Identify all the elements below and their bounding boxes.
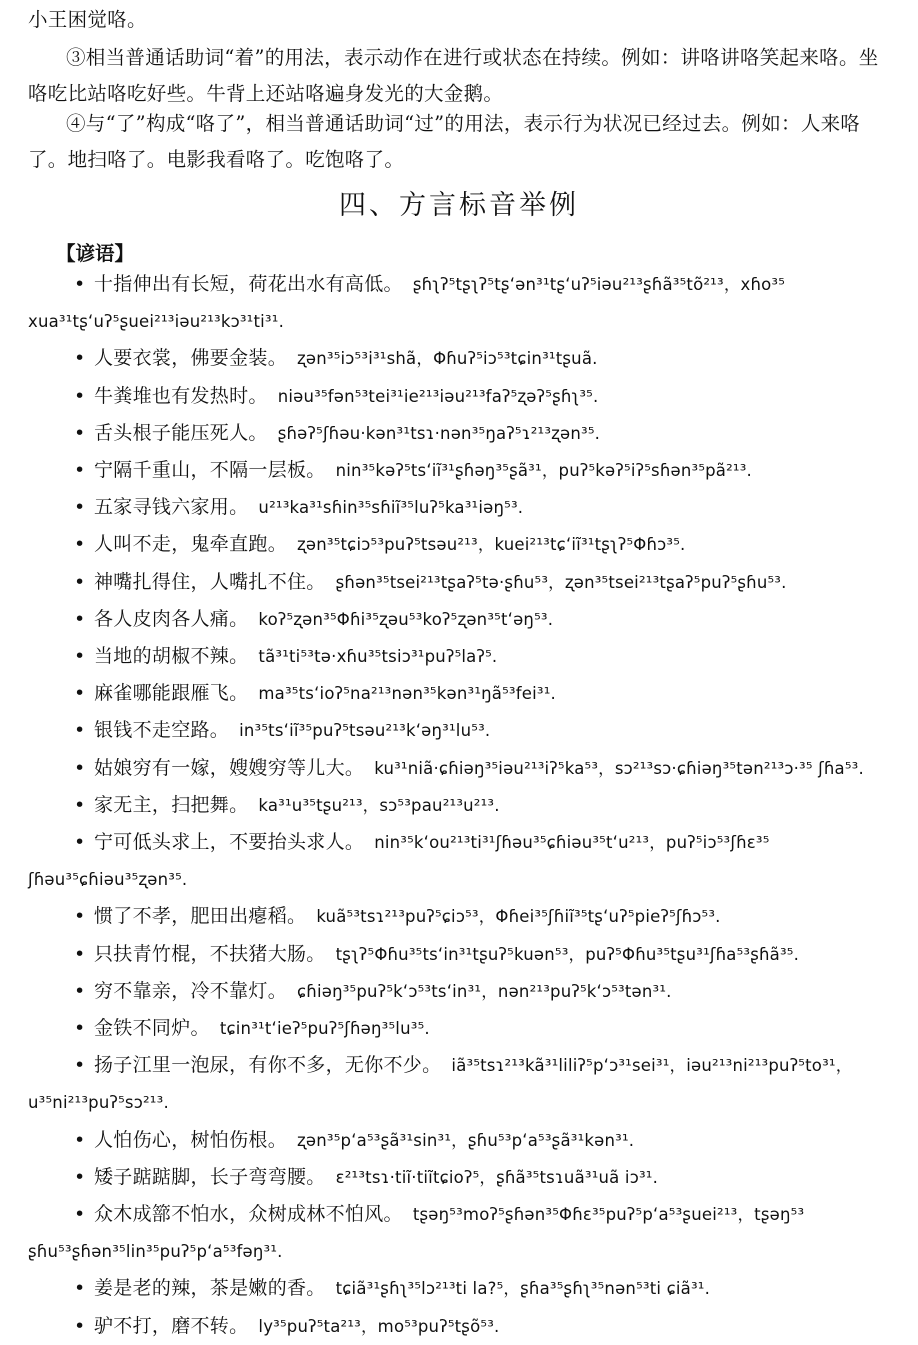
bullet-icon: • xyxy=(74,459,86,482)
bullet-icon: • xyxy=(74,1165,86,1188)
bullet-icon: • xyxy=(74,1054,86,1077)
proverb-entry xyxy=(28,1159,890,1196)
proverb-text: 众木成篰不怕水，众树成林不怕风。 xyxy=(94,1203,403,1226)
proverb-entry xyxy=(28,1010,890,1047)
proverb-entry xyxy=(28,750,890,787)
bullet-icon: • xyxy=(74,1277,86,1300)
intro-paragraph-4: ④与“了”构成“咯了”，相当普通话助词“过”的用法，表示行为状况已经过去。例如：人来咯了。地扫咯了。电影我看咯了。吃饱咯了。 xyxy=(28,112,861,171)
proverb-entry xyxy=(28,266,890,340)
intro-line: 小王困觉咯。 xyxy=(28,8,147,31)
proverb-entry xyxy=(28,898,890,935)
bullet-icon: • xyxy=(74,496,86,519)
proverb-entry xyxy=(28,564,890,601)
phonetic-transcription: tã³¹ti⁵³tə·xɦu³⁵tsiɔ³¹puʔ⁵laʔ⁵. xyxy=(258,647,498,667)
bullet-icon: • xyxy=(74,347,86,370)
proverb-entry xyxy=(28,340,890,377)
phonetic-transcription: ku³¹niã·ɕɦiəŋ³⁵iəu²¹³iʔ⁵ka⁵³，sɔ²¹³sɔ·ɕɦiəŋ³⁵tən²¹³ɔ·³⁵ ʃɦa⁵³. xyxy=(374,758,864,778)
proverb-entry xyxy=(28,1047,890,1121)
proverb-text: 家无主，扫把舞。 xyxy=(94,793,249,816)
proverb-text: 驴不打，磨不转。 xyxy=(94,1314,249,1337)
phonetic-transcription: ɛ²¹³tsɿ·tiĩ·tiĩtɕioʔ⁵，ʂɦã³⁵tsɿuã³¹uã iɔ³¹. xyxy=(335,1167,659,1187)
phonetic-transcription: niəu³⁵fən⁵³tei³¹ie²¹³iəu²¹³faʔ⁵ʐəʔ⁵ʂɦʅ³⁵. xyxy=(277,386,599,406)
proverb-text: 各人皮肉各人痛。 xyxy=(94,607,249,630)
proverb-entry xyxy=(28,936,890,973)
proverb-text: 银钱不走空路。 xyxy=(94,719,230,742)
proverb-text: 姜是老的辣，茶是嫩的香。 xyxy=(94,1277,326,1300)
proverb-text: 人怕伤心，树怕伤根。 xyxy=(94,1128,288,1151)
phonetic-transcription: in³⁵tsʻiĩ³⁵puʔ⁵tsəu²¹³kʻəŋ³¹lu⁵³. xyxy=(239,721,491,741)
bullet-icon: • xyxy=(74,831,86,854)
phonetic-transcription: ma³⁵tsʻioʔ⁵na²¹³nən³⁵kən³¹ŋã⁵³fei³¹. xyxy=(258,684,556,704)
proverb-entry xyxy=(28,452,890,489)
proverb-entry xyxy=(28,526,890,563)
proverb-text: 牛粪堆也有发热时。 xyxy=(94,384,268,407)
phonetic-transcription: kuã⁵³tsɿ²¹³puʔ⁵ɕiɔ⁵³，Φɦei³⁵ʃɦiĩ³⁵tʂʻuʔ⁵pieʔ⁵ʃɦɔ⁵³. xyxy=(316,907,721,927)
proverb-text: 惯了不孝，肥田出瘪稻。 xyxy=(94,905,307,928)
proverb-text: 十指伸出有长短，荷花出水有高低。 xyxy=(94,273,403,295)
proverb-entry xyxy=(28,1308,890,1345)
proverb-entry xyxy=(28,415,890,452)
bullet-icon: • xyxy=(74,719,86,742)
bullet-icon: • xyxy=(74,1203,86,1226)
proverb-text: 舌头根子能压死人。 xyxy=(94,421,268,444)
bullet-icon: • xyxy=(74,1017,86,1040)
phonetic-transcription: iã³⁵tsɿ²¹³kã³¹liliʔ⁵pʻɔ³¹sei³¹，iəu²¹³ni²¹³puʔ⁵to³¹， u³⁵ni²¹³puʔ⁵sɔ²¹³. xyxy=(28,1056,853,1113)
bullet-icon: • xyxy=(74,533,86,556)
proverb-text: 人叫不走，鬼牵直跑。 xyxy=(94,533,288,556)
bullet-icon: • xyxy=(74,421,86,444)
phonetic-transcription: ʂɦəʔ⁵ʃɦəu·kən³¹tsɿ·nən³⁵ŋaʔ⁵ɿ²¹³ʐən³⁵. xyxy=(277,423,601,443)
phonetic-transcription: ly³⁵puʔ⁵ta²¹³，mo⁵³puʔ⁵tʂõ⁵³. xyxy=(258,1316,500,1336)
phonetic-transcription: nin³⁵kʻou²¹³ti³¹ʃɦəu³⁵ɕɦiəu³⁵tʻu²¹³，puʔ⁵iɔ⁵³ʃɦɛ³⁵ ʃɦəu³⁵ɕɦiəu³⁵ʐən³⁵. xyxy=(28,833,770,890)
bullet-icon: • xyxy=(74,979,86,1002)
proverb-entry xyxy=(28,489,890,526)
proverb-text: 只扶青竹棍，不扶猪大肠。 xyxy=(94,942,326,965)
phonetic-transcription: tɕiã³¹ʂɦʅ³⁵lɔ²¹³ti la?⁵，ʂɦa³⁵ʂɦʅ³⁵nən⁵³ti ɕiã³¹. xyxy=(335,1279,711,1299)
phonetic-transcription: u²¹³ka³¹sɦin³⁵sɦiĩ³⁵luʔ⁵ka³¹iəŋ⁵³. xyxy=(258,498,524,518)
intro-paragraph-3: ③相当普通话助词“着”的用法，表示动作在进行或状态在持续。例如：讲咯讲咯笑起来咯。坐咯吃比站咯吃好些。牛背上还站咯遍身发光的大金鹅。 xyxy=(28,46,879,105)
proverb-entry xyxy=(28,824,890,898)
section-heading: 四、方言标音举例 xyxy=(339,190,579,221)
proverb-entry xyxy=(28,1122,890,1159)
proverb-text: 宁隔千重山，不隔一层板。 xyxy=(94,459,326,482)
proverb-entry xyxy=(28,638,890,675)
proverb-text: 麻雀哪能跟雁飞。 xyxy=(94,682,249,705)
proverb-text: 五家寻钱六家用。 xyxy=(94,496,249,519)
proverb-text: 矮子踮踮脚，长子弯弯腰。 xyxy=(94,1165,326,1188)
proverb-text: 当地的胡椒不辣。 xyxy=(94,645,249,668)
phonetic-transcription: tɕin³¹tʻieʔ⁵puʔ⁵ʃɦəŋ³⁵lu³⁵. xyxy=(219,1019,430,1039)
phonetic-transcription: ʐən³⁵pʻa⁵³ʂã³¹sin³¹，ʂɦu⁵³pʻa⁵³ʂã³¹kən³¹. xyxy=(297,1130,635,1150)
proverb-text: 人要衣裳，佛要金装。 xyxy=(94,347,288,370)
bullet-icon: • xyxy=(74,384,86,407)
phonetic-transcription: ʂɦən³⁵tsei²¹³tʂaʔ⁵tə·ʂɦu⁵³，ʐən³⁵tsei²¹³tʂaʔ⁵puʔ⁵ʂɦu⁵³. xyxy=(335,572,787,592)
bullet-icon: • xyxy=(74,607,86,630)
phonetic-transcription: tʂʅʔ⁵Φɦu³⁵tsʻin³¹tʂuʔ⁵kuən⁵³，puʔ⁵Φɦu³⁵tʂu³¹ʃɦa⁵³ʂɦã³⁵. xyxy=(335,944,800,964)
phonetic-transcription: ʂɦʅʔ⁵tʂʅʔ⁵tʂʻən³¹tʂʻuʔ⁵iəu²¹³ʂɦã³⁵tõ²¹³，xɦo³⁵ xua³¹tʂʻuʔ⁵ʂuei²¹³iəu²¹³kɔ³¹ti³¹. xyxy=(28,275,786,332)
phonetic-transcription: ʐən³⁵tɕiɔ⁵³puʔ⁵tsəu²¹³，kuei²¹³tɕʻiĩ³¹tʂʅʔ⁵Φɦɔ³⁵. xyxy=(297,535,686,555)
proverb-entry xyxy=(28,1196,890,1270)
phonetic-transcription: ʐən³⁵iɔ⁵³i³¹shã，Φɦuʔ⁵iɔ⁵³tɕin³¹tʂuã. xyxy=(297,349,598,369)
bullet-icon: • xyxy=(74,905,86,928)
bullet-icon: • xyxy=(74,1314,86,1337)
proverb-entry xyxy=(28,787,890,824)
bullet-icon: • xyxy=(74,942,86,965)
bullet-icon: • xyxy=(74,756,86,779)
proverb-text: 金铁不同炉。 xyxy=(94,1017,210,1040)
bullet-icon: • xyxy=(74,793,86,816)
bullet-icon: • xyxy=(74,273,86,295)
proverbs-label: 【谚语】 xyxy=(56,242,135,265)
proverb-entry xyxy=(28,675,890,712)
proverb-entry xyxy=(28,973,890,1010)
proverb-text: 神嘴扎得住，人嘴扎不住。 xyxy=(94,570,326,593)
proverb-entry xyxy=(28,712,890,749)
bullet-icon: • xyxy=(74,645,86,668)
bullet-icon: • xyxy=(74,1128,86,1151)
proverb-text: 扬子江里一泡尿，有你不多，无你不少。 xyxy=(94,1054,442,1077)
proverb-text: 宁可低头求上，不要抬头求人。 xyxy=(94,831,365,854)
phonetic-transcription: koʔ⁵ʐən³⁵Φɦi³⁵ʐəu⁵³koʔ⁵ʐən³⁵tʻəŋ⁵³. xyxy=(258,609,554,629)
phonetic-transcription: ka³¹u³⁵tʂu²¹³，sɔ⁵³pau²¹³u²¹³. xyxy=(258,795,500,815)
proverb-list xyxy=(28,266,890,1345)
phonetic-transcription: tʂəŋ⁵³moʔ⁵ʂɦən³⁵Φɦɛ³⁵puʔ⁵pʻa⁵³ʂuei²¹³，tʂəŋ⁵³ ʂɦu⁵³ʂɦən³⁵lin³⁵puʔ⁵pʻa⁵³fəŋ³¹. xyxy=(28,1205,805,1262)
proverb-entry xyxy=(28,601,890,638)
phonetic-transcription: nin³⁵kəʔ⁵tsʻiĩ³¹ʂɦəŋ³⁵ʂã³¹，puʔ⁵kəʔ⁵iʔ⁵sɦən³⁵pã²¹³. xyxy=(335,461,753,481)
proverb-entry xyxy=(28,1270,890,1307)
proverb-entry xyxy=(28,378,890,415)
proverb-text: 姑娘穷有一嫁，嫂嫂穷等儿大。 xyxy=(94,756,365,779)
bullet-icon: • xyxy=(74,682,86,705)
bullet-icon: • xyxy=(74,570,86,593)
phonetic-transcription: ɕɦiəŋ³⁵puʔ⁵kʻɔ⁵³tsʻin³¹，nən²¹³puʔ⁵kʻɔ⁵³tən³¹. xyxy=(297,981,672,1001)
proverb-text: 穷不靠亲，冷不靠灯。 xyxy=(94,979,288,1002)
